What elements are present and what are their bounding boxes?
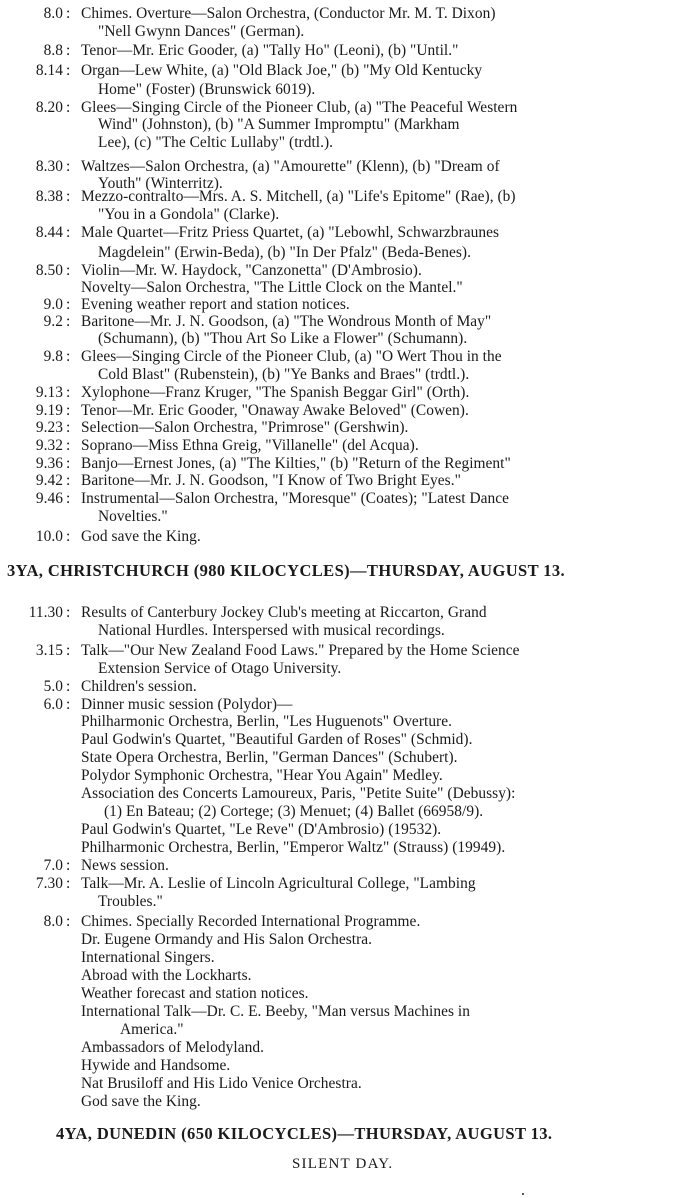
entry-text: Dinner music session (Polydor)— (81, 696, 293, 713)
entry-time: 9.46 (35, 490, 63, 507)
time-separator: : (66, 313, 71, 330)
entry-text: Tenor—Mr. Eric Gooder, (a) "Tally Ho" (Leoni), (b) "Until." (81, 42, 459, 59)
time-separator: : (66, 528, 71, 545)
time-separator: : (66, 62, 71, 79)
entry-text: America." (120, 1021, 184, 1038)
entry-text: Baritone—Mr. J. N. Goodson, (a) "The Wondrous Month of May" (81, 313, 492, 330)
entry-text: Organ—Lew White, (a) "Old Black Joe," (b) "My Old Kentucky (81, 62, 483, 79)
entry-time: 5.0 (43, 678, 63, 695)
entry-text: Evening weather report and station notices. (81, 296, 350, 313)
entry-text: Baritone—Mr. J. N. Goodson, "I Know of Two Bright Eyes." (81, 472, 461, 489)
entry-text: Extension Service of Otago University. (98, 660, 342, 677)
time-separator: : (66, 262, 71, 279)
entry-text: Instrumental—Salon Orchestra, "Moresque" (Coates); "Latest Dance (81, 490, 510, 507)
entry-text: Cold Blast" (Rubenstein), (b) "Ye Banks and Braes" (trdtl.). (98, 366, 470, 383)
entry-text: Troubles." (98, 893, 163, 910)
entry-time: 8.20 (35, 99, 63, 116)
time-separator: : (66, 472, 71, 489)
time-separator: : (66, 875, 71, 892)
time-separator: : (66, 696, 71, 713)
entry-text: Weather forecast and station notices. (81, 985, 309, 1002)
entry-text: Glees—Singing Circle of the Pioneer Club, (a) "The Peaceful Western (81, 99, 518, 116)
entry-text: Ambassadors of Melodyland. (81, 1039, 264, 1056)
time-separator: : (66, 384, 71, 401)
entry-text: Soprano—Miss Ethna Greig, "Villanelle" (del Acqua). (81, 437, 419, 454)
time-separator: : (66, 158, 71, 175)
time-separator: : (66, 437, 71, 454)
entry-text: Abroad with the Lockharts. (81, 967, 252, 984)
entry-text: God save the King. (81, 1093, 201, 1110)
entry-text: Talk—Mr. A. Leslie of Lincoln Agricultural College, "Lambing (81, 875, 476, 892)
entry-text: Male Quartet—Fritz Priess Quartet, (a) "Lebowhl, Schwarzbraunes (81, 224, 500, 241)
entry-text: Nat Brusiloff and His Lido Venice Orchestra. (81, 1075, 362, 1092)
entry-text: News session. (81, 857, 169, 874)
time-separator: : (66, 678, 71, 695)
entry-time: 9.0 (43, 296, 63, 313)
entry-time: 8.44 (35, 224, 63, 241)
entry-text: Philharmonic Orchestra, Berlin, "Les Huguenots" Overture. (81, 713, 453, 730)
entry-text: Results of Canterbury Jockey Club's meeting at Riccarton, Grand (81, 604, 487, 621)
entry-time: 9.42 (35, 472, 63, 489)
entry-time: 7.30 (35, 875, 63, 892)
time-separator: : (66, 296, 71, 313)
entry-time: 9.32 (35, 437, 63, 454)
entry-text: Wind" (Johnston), (b) "A Summer Impromptu" (Markham (98, 116, 460, 133)
entry-text: Novelties." (98, 508, 168, 525)
entry-text: Children's session. (81, 678, 197, 695)
entry-text: Chimes. Specially Recorded International Programme. (81, 913, 421, 930)
entry-text: Talk—"Our New Zealand Food Laws." Prepared by the Home Science (81, 642, 520, 659)
time-separator: : (66, 224, 71, 241)
entry-text: Philharmonic Orchestra, Berlin, "Emperor Waltz" (Strauss) (19949). (81, 839, 506, 856)
entry-text: (Schumann), (b) "Thou Art So Like a Flower" (Schumann). (98, 330, 468, 347)
entry-text: International Singers. (81, 949, 215, 966)
time-separator: : (66, 857, 71, 874)
time-separator: : (66, 348, 71, 365)
time-separator: : (66, 490, 71, 507)
entry-text: "Nell Gwynn Dances" (German). (98, 23, 305, 40)
entry-text: Banjo—Ernest Jones, (a) "The Kilties," (b) "Return of the Regiment" (81, 455, 511, 472)
entry-text: Novelty—Salon Orchestra, "The Little Clock on the Mantel." (81, 279, 463, 296)
entry-time: 9.19 (35, 402, 63, 419)
entry-time: 8.14 (35, 62, 63, 79)
entry-time: 9.2 (43, 313, 63, 330)
time-separator: : (66, 604, 71, 621)
time-separator: : (66, 402, 71, 419)
entry-time: 9.23 (35, 419, 63, 436)
time-separator: : (66, 188, 71, 205)
entry-time: 9.8 (43, 348, 63, 365)
entry-text: Lee), (c) "The Celtic Lullaby" (trdtl.). (98, 134, 334, 151)
entry-time: 8.50 (35, 262, 63, 279)
time-separator: : (66, 419, 71, 436)
entry-text: Selection—Salon Orchestra, "Primrose" (Gershwin). (81, 419, 409, 436)
silent-day-note: SILENT DAY. (292, 1156, 394, 1172)
entry-text: "You in a Gondola" (Clarke). (98, 206, 280, 223)
time-separator: : (66, 99, 71, 116)
entry-text: Tenor—Mr. Eric Gooder, "Onaway Awake Beloved" (Cowen). (81, 402, 469, 419)
print-speck (522, 1193, 524, 1195)
entry-time: 8.38 (35, 188, 63, 205)
entry-time: 6.0 (43, 696, 63, 713)
entry-text: Hywide and Handsome. (81, 1057, 231, 1074)
entry-text: Violin—Mr. W. Haydock, "Canzonetta" (D'Ambrosio). (81, 262, 422, 279)
entry-text: Glees—Singing Circle of the Pioneer Club, (a) "O Wert Thou in the (81, 348, 502, 365)
entry-time: 9.36 (35, 455, 63, 472)
entry-text: Home" (Foster) (Brunswick 6019). (98, 81, 316, 98)
station-heading-4ya: 4YA, DUNEDIN (650 KILOCYCLES)—THURSDAY, AUGUST 13. (56, 1124, 553, 1143)
station-heading-3ya: 3YA, CHRISTCHURCH (980 KILOCYCLES)—THURSDAY, AUGUST 13. (7, 561, 566, 580)
entry-text: Chimes. Overture—Salon Orchestra, (Conductor Mr. M. T. Dixon) (81, 5, 496, 22)
entry-text: Dr. Eugene Ormandy and His Salon Orchestra. (81, 931, 373, 948)
entry-time: 9.13 (35, 384, 63, 401)
entry-time: 11.30 (28, 604, 63, 621)
entry-text: (1) En Bateau; (2) Cortege; (3) Menuet; (4) Ballet (66958/9). (104, 803, 484, 820)
time-separator: : (66, 642, 71, 659)
entry-text: Paul Godwin's Quartet, "Beautiful Garden of Roses" (Schmid). (81, 731, 473, 748)
entry-text: Xylophone—Franz Kruger, "The Spanish Beggar Girl" (Orth). (81, 384, 470, 401)
entry-text: Waltzes—Salon Orchestra, (a) "Amourette" (Klenn), (b) "Dream of (81, 158, 500, 175)
entry-time: 8.0 (43, 913, 63, 930)
entry-time: 8.0 (43, 5, 63, 22)
entry-text: Mezzo-contralto—Mrs. A. S. Mitchell, (a) "Life's Epitome" (Rae), (b) (81, 188, 516, 205)
entry-text: Paul Godwin's Quartet, "Le Reve" (D'Ambrosio) (19532). (81, 821, 442, 838)
entry-text: Association des Concerts Lamoureux, Paris, "Petite Suite" (Debussy): (81, 785, 516, 802)
entry-time: 8.8 (43, 42, 63, 59)
entry-text: International Talk—Dr. C. E. Beeby, "Man versus Machines in (81, 1003, 470, 1020)
entry-text: Polydor Symphonic Orchestra, "Hear You Again" Medley. (81, 767, 443, 784)
entry-text: National Hurdles. Interspersed with musical recordings. (98, 622, 445, 639)
entry-time: 7.0 (43, 857, 63, 874)
entry-text: God save the King. (81, 528, 201, 545)
time-separator: : (66, 455, 71, 472)
entry-text: Magdelein" (Erwin-Beda), (b) "In Der Pfalz" (Beda-Benes). (98, 244, 471, 261)
time-separator: : (66, 913, 71, 930)
entry-time: 3.15 (35, 642, 63, 659)
entry-text: Youth" (Winterritz). (98, 175, 223, 192)
entry-time: 10.0 (35, 528, 63, 545)
time-separator: : (66, 42, 71, 59)
time-separator: : (66, 5, 71, 22)
entry-text: State Opera Orchestra, Berlin, "German Dances" (Schubert). (81, 749, 458, 766)
entry-time: 8.30 (35, 158, 63, 175)
